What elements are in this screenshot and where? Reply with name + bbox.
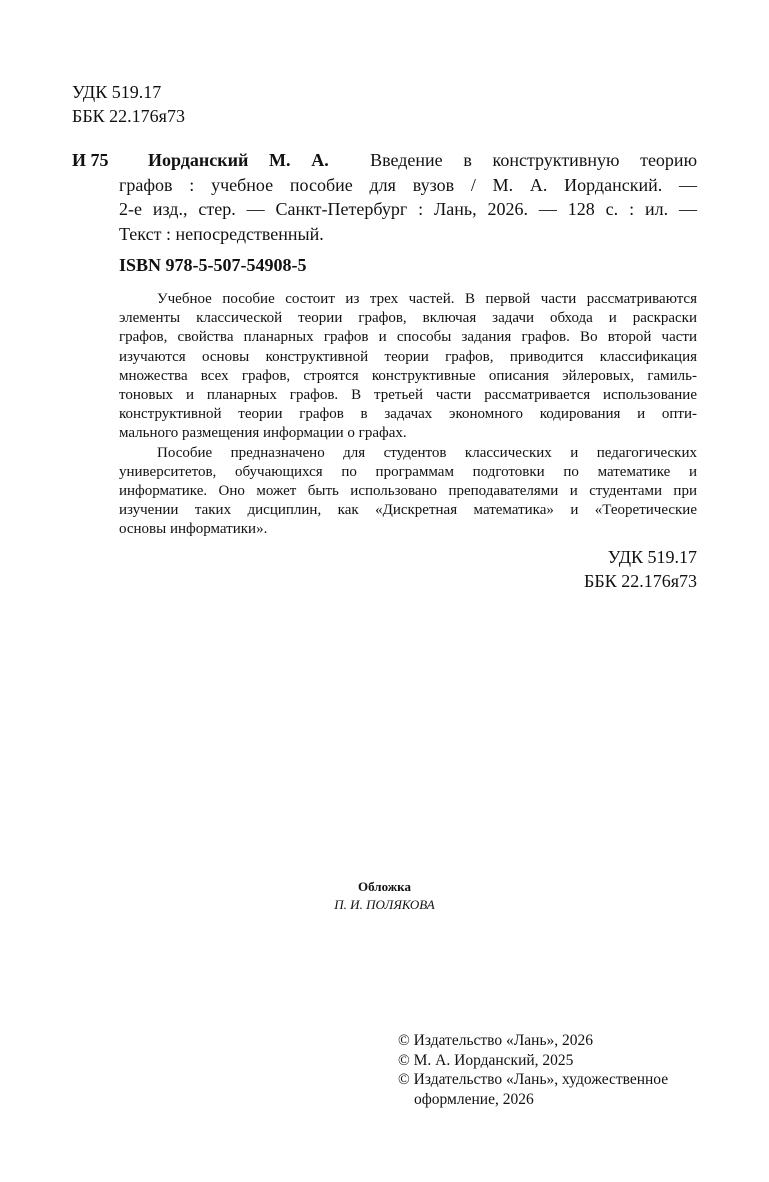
title-start: Введение в конструктивную теорию <box>370 150 698 170</box>
author-name: Иорданский М. А. <box>148 150 329 170</box>
udk-bbk-footer <box>584 545 697 593</box>
annotation-line: элементы классической теории графов, включая задачи обхода и раскраски <box>119 310 697 327</box>
copyright-block <box>398 1031 668 1109</box>
catalog-entry <box>72 148 697 246</box>
annotation-line: основы информатики». <box>119 521 268 538</box>
annotation-line: информатике. Оно может быть использовано преподавателями и студентами при <box>119 483 697 500</box>
annotation-line: тоновых и планарных графов. В третьей части рассматривается использование <box>119 387 697 404</box>
entry-line-4: Текст : непосредственный. <box>119 223 324 244</box>
copyright-line: оформление, 2026 <box>414 1090 534 1108</box>
annotation-line: графов, свойства планарных графов и способы задания графов. Во второй части <box>119 329 697 346</box>
annotation-line: изучаются основы конструктивной теории графов, приводится классификация <box>119 348 697 365</box>
annotation-line: Учебное пособие состоит из трех частей. В первой части рассматриваются <box>157 291 697 307</box>
author-cipher: И 75 <box>72 150 109 170</box>
bbk-code: ББК 22.176я73 <box>584 571 697 591</box>
entry-line-1 <box>148 148 697 173</box>
udk-code: УДК 519.17 <box>607 547 697 567</box>
bibliographic-description <box>119 148 698 246</box>
udk-code: УДК 519.17 <box>72 82 162 102</box>
cover-label: Обложка <box>358 879 411 894</box>
annotation-line: университетов, обучающихся по программам подготовки по математике и <box>119 463 697 480</box>
copyright-line: © Издательство «Лань», художественное <box>398 1071 669 1088</box>
entry-line-2: графов : учебное пособие для вузов / М. А. Иорданский. — <box>119 174 697 195</box>
udk-bbk-header <box>72 80 185 128</box>
annotation-line: множества всех графов, строятся конструктивные описания эйлеровых, гамиль- <box>119 367 697 384</box>
annotation-line: мального размещения информации о графах. <box>119 425 407 442</box>
annotation-line: изучении таких дисциплин, как «Дискретная математика» и «Теоретические <box>119 502 697 519</box>
cover-credit <box>0 878 769 914</box>
cover-designer: П. И. ПОЛЯКОВА <box>334 897 435 912</box>
copyright-line: © Издательство «Лань», 2026 <box>398 1032 594 1049</box>
annotation-line: конструктивной теории графов в задачах экономного кодирования и опти- <box>119 406 697 423</box>
annotation <box>119 290 697 540</box>
bbk-code: ББК 22.176я73 <box>72 106 185 126</box>
isbn: ISBN 978-5-507-54908-5 <box>119 255 307 275</box>
copyright-line: © М. А. Иорданский, 2025 <box>398 1051 574 1069</box>
annotation-line: Пособие предназначено для студентов классических и педагогических <box>157 444 697 461</box>
entry-line-3: 2-е изд., стер. — Санкт-Петербург : Лань, 2026. — 128 с. : ил. — <box>119 199 697 219</box>
